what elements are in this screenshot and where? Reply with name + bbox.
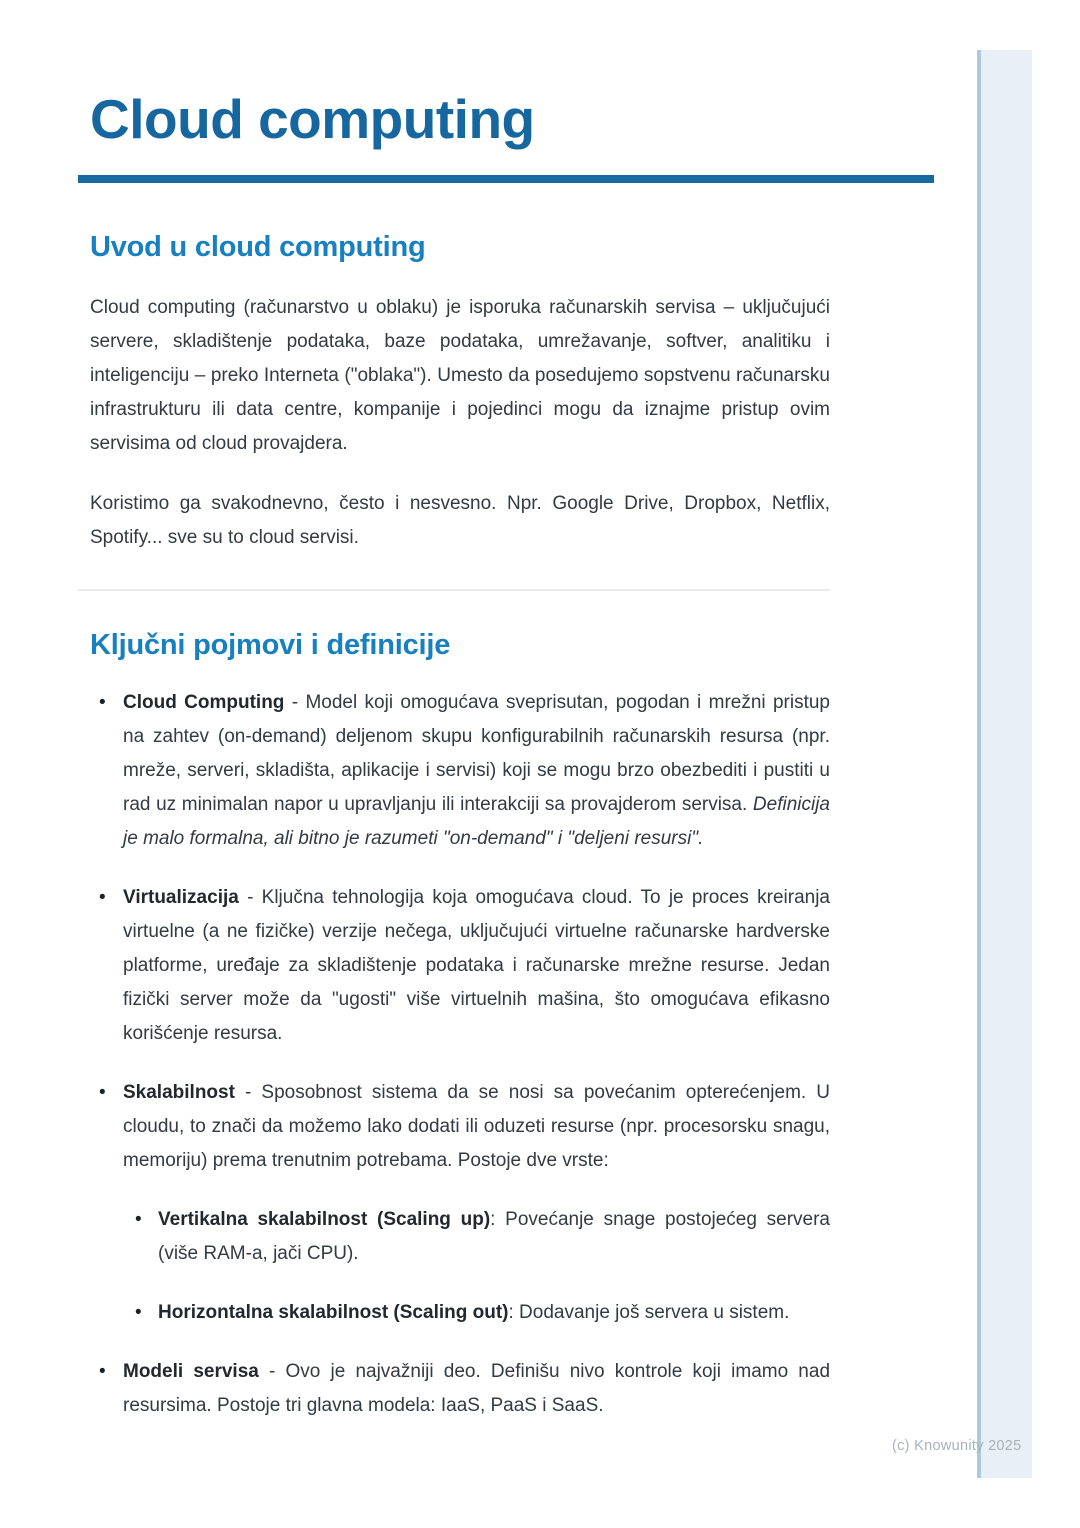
section-heading-pojmovi: Ključni pojmovi i definicije (90, 628, 451, 661)
list-item-virtualizacija (90, 881, 830, 1051)
term-separator: : (490, 1208, 506, 1230)
key-terms-list (90, 686, 830, 1423)
term-label: Horizontalna skalabilnost (Scaling out) (158, 1301, 509, 1323)
list-item-modeli-servisa (90, 1355, 830, 1423)
right-margin-stripe (977, 50, 1032, 1478)
term-separator: - (234, 1081, 262, 1103)
term-separator: - (258, 1360, 286, 1382)
skalabilnost-sublist (123, 1203, 830, 1330)
term-label: Skalabilnost (123, 1081, 235, 1103)
page-title: Cloud computing (90, 88, 535, 150)
term-label: Vertikalna skalabilnost (Scaling up) (158, 1208, 491, 1230)
intro-paragraph-2: Koristimo ga svakodnevno, često i nesvesno. Npr. Google Drive, Dropbox, Netflix, Spotify... sve su to cloud servisi. (90, 492, 830, 548)
term-label: Virtualizacija (123, 886, 239, 908)
term-definition: Ključna tehnologija koja omogućava cloud. To je proces kreiranja virtuelne (a ne fizičke) verzije nečega, uključujući virtuelne računarske hardverske platforme, uređaje za skladištenje podataka i računarske mrežne resurse. Jedan fizički server može da "ugosti" više virtuelnih mašina, što omogućava efikasno korišćenje resursa. (123, 886, 830, 1044)
list-item-cloud-computing (90, 686, 830, 856)
title-underline-rule (78, 175, 934, 183)
term-definition: Ovo je najvažniji deo. Definišu nivo kontrole koji imamo nad resursima. Postoje tri glavna modela: IaaS, PaaS i SaaS. (123, 1360, 831, 1416)
term-definition: Sposobnost sistema da se nosi sa povećanim opterećenjem. U cloudu, to znači da možemo lako dodati ili oduzeti resurse (npr. procesorsku snagu, memoriju) prema trenutnim potrebama. Postoje dve vrste: (123, 1081, 830, 1171)
term-label: Modeli servisa (123, 1360, 259, 1382)
term-separator: - (284, 691, 306, 713)
content-column (90, 88, 830, 1448)
list-item-horizontalna-skalabilnost (123, 1296, 830, 1330)
list-item-skalabilnost (90, 1076, 830, 1330)
term-definition: Model koji omogućava sveprisutan, pogodan i mrežni pristup na zahtev (on-demand) deljenom skupu konfigurabilnih računarskih resursa (npr. mreže, serveri, skladišta, aplikacije i servisi) koji se mogu brzo obezbediti i pustiti u rad uz minimalan napor u upravljanju ili interakciji sa provajderom servisa. (123, 691, 830, 815)
term-definition: Povećanje snage postojećeg servera (više RAM-a, jači CPU). (158, 1208, 831, 1264)
term-label: Cloud Computing (123, 691, 285, 713)
intro-paragraph-1: Cloud computing (računarstvo u oblaku) je isporuka računarskih servisa – uključujući servere, skladištenje podataka, baze podataka, umrežavanje, softver, analitiku i inteligenciju – preko Interneta ("oblaka"). Umesto da posedujemo sopstvenu računarsku infrastrukturu ili data centre, kompanije i pojedinci mogu da iznajme pristup ovim servisima od cloud provajdera. (90, 296, 830, 454)
term-separator: - (238, 886, 262, 908)
term-definition: Dodavanje još servera u sistem. (519, 1301, 790, 1323)
term-separator: : (508, 1301, 520, 1323)
section-divider (78, 589, 830, 591)
list-item-vertikalna-skalabilnost (123, 1203, 830, 1271)
term-note-italic: Definicija je malo formalna, ali bitno je razumeti "on-demand" i "deljeni resursi". (123, 793, 830, 849)
watermark: (c) Knowunity 2025 (892, 1438, 1022, 1454)
section-heading-uvod: Uvod u cloud computing (90, 231, 426, 264)
